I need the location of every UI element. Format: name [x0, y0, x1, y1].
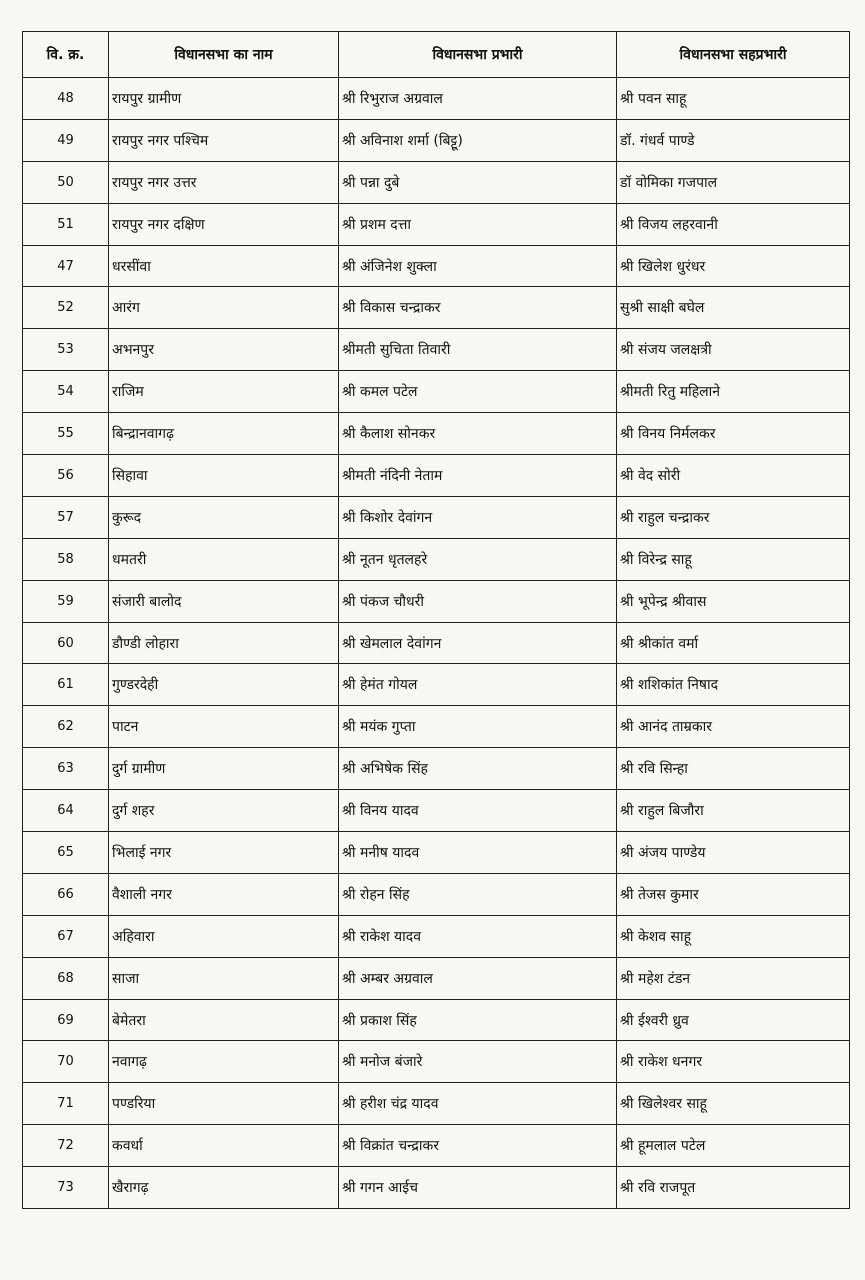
constituency-incharge-table: [22, 31, 850, 1209]
incharge-cell: श्री रोहन सिंह: [339, 873, 617, 915]
incharge-cell: श्री मनोज बंजारे: [339, 1041, 617, 1083]
constituency-name-cell: रायपुर नगर दक्षिण: [109, 203, 339, 245]
co-incharge-cell: श्री वेद सोरी: [617, 455, 850, 497]
serial-number-cell: 58: [23, 538, 109, 580]
serial-number-cell: 68: [23, 957, 109, 999]
constituency-name-cell: बिन्द्रानवागढ़: [109, 413, 339, 455]
incharge-cell: श्री अभिषेक सिंह: [339, 748, 617, 790]
constituency-name-cell: दुर्ग शहर: [109, 790, 339, 832]
header-constituency-co-incharge: विधानसभा सहप्रभारी: [617, 32, 850, 78]
serial-number-cell: 65: [23, 832, 109, 874]
table-row: [23, 203, 850, 245]
incharge-cell: श्री नूतन धृतलहरे: [339, 538, 617, 580]
co-incharge-cell: श्री पवन साहू: [617, 78, 850, 120]
header-serial-number: वि. क्र.: [23, 32, 109, 78]
constituency-name-cell: नवागढ़: [109, 1041, 339, 1083]
incharge-cell: श्री प्रशम दत्ता: [339, 203, 617, 245]
incharge-cell: श्री प्रकाश सिंह: [339, 999, 617, 1041]
serial-number-cell: 53: [23, 329, 109, 371]
table-body: [23, 78, 850, 1209]
co-incharge-cell: श्री श्रीकांत वर्मा: [617, 622, 850, 664]
incharge-cell: श्री कैलाश सोनकर: [339, 413, 617, 455]
co-incharge-cell: श्री संजय जलक्षत्री: [617, 329, 850, 371]
incharge-cell: श्री विनय यादव: [339, 790, 617, 832]
serial-number-cell: 66: [23, 873, 109, 915]
incharge-cell: श्री राकेश यादव: [339, 915, 617, 957]
serial-number-cell: 51: [23, 203, 109, 245]
co-incharge-cell: श्री केशव साहू: [617, 915, 850, 957]
incharge-cell: श्री हरीश चंद्र यादव: [339, 1083, 617, 1125]
table-row: [23, 957, 850, 999]
co-incharge-cell: श्री विनय निर्मलकर: [617, 413, 850, 455]
co-incharge-cell: श्री शशिकांत निषाद: [617, 664, 850, 706]
co-incharge-cell: श्री अंजय पाण्डेय: [617, 832, 850, 874]
incharge-cell: श्री अविनाश शर्मा (बिट्टू): [339, 119, 617, 161]
table-row: [23, 664, 850, 706]
constituency-name-cell: संजारी बालोद: [109, 580, 339, 622]
table-row: [23, 245, 850, 287]
constituency-name-cell: कवर्धा: [109, 1125, 339, 1167]
co-incharge-cell: श्री रवि राजपूत: [617, 1167, 850, 1209]
serial-number-cell: 48: [23, 78, 109, 120]
incharge-cell: श्री किशोर देवांगन: [339, 496, 617, 538]
incharge-cell: श्रीमती नंदिनी नेताम: [339, 455, 617, 497]
constituency-name-cell: राजिम: [109, 371, 339, 413]
table-header-row: [23, 32, 850, 78]
table-row: [23, 706, 850, 748]
constituency-name-cell: सिहावा: [109, 455, 339, 497]
incharge-cell: श्रीमती सुचिता तिवारी: [339, 329, 617, 371]
co-incharge-cell: श्री हूमलाल पटेल: [617, 1125, 850, 1167]
table-row: [23, 1083, 850, 1125]
co-incharge-cell: श्री खिलेश धुरंधर: [617, 245, 850, 287]
incharge-cell: श्री विक्रांत चन्द्राकर: [339, 1125, 617, 1167]
serial-number-cell: 55: [23, 413, 109, 455]
serial-number-cell: 56: [23, 455, 109, 497]
incharge-cell: श्री पंकज चौधरी: [339, 580, 617, 622]
incharge-cell: श्री मनीष यादव: [339, 832, 617, 874]
serial-number-cell: 49: [23, 119, 109, 161]
table-row: [23, 832, 850, 874]
constituency-name-cell: धमतरी: [109, 538, 339, 580]
serial-number-cell: 47: [23, 245, 109, 287]
constituency-name-cell: अहिवारा: [109, 915, 339, 957]
serial-number-cell: 60: [23, 622, 109, 664]
constituency-name-cell: कुरूद: [109, 496, 339, 538]
co-incharge-cell: श्री महेश टंडन: [617, 957, 850, 999]
incharge-cell: श्री कमल पटेल: [339, 371, 617, 413]
table-row: [23, 580, 850, 622]
serial-number-cell: 59: [23, 580, 109, 622]
co-incharge-cell: श्री आनंद ताम्रकार: [617, 706, 850, 748]
co-incharge-cell: श्री ईश्वरी ध्रुव: [617, 999, 850, 1041]
serial-number-cell: 61: [23, 664, 109, 706]
serial-number-cell: 70: [23, 1041, 109, 1083]
header-constituency-incharge: विधानसभा प्रभारी: [339, 32, 617, 78]
constituency-name-cell: डौण्डी लोहारा: [109, 622, 339, 664]
serial-number-cell: 57: [23, 496, 109, 538]
constituency-name-cell: दुर्ग ग्रामीण: [109, 748, 339, 790]
constituency-name-cell: पाटन: [109, 706, 339, 748]
constituency-name-cell: वैशाली नगर: [109, 873, 339, 915]
table-row: [23, 790, 850, 832]
table-row: [23, 915, 850, 957]
serial-number-cell: 50: [23, 161, 109, 203]
incharge-cell: श्री हेमंत गोयल: [339, 664, 617, 706]
incharge-cell: श्री मयंक गुप्ता: [339, 706, 617, 748]
co-incharge-cell: श्री भूपेन्द्र श्रीवास: [617, 580, 850, 622]
table-row: [23, 1167, 850, 1209]
table-row: [23, 161, 850, 203]
table-row: [23, 287, 850, 329]
constituency-name-cell: धरसींवा: [109, 245, 339, 287]
co-incharge-cell: श्री विजय लहरवानी: [617, 203, 850, 245]
constituency-name-cell: गुण्डरदेही: [109, 664, 339, 706]
table-row: [23, 538, 850, 580]
constituency-name-cell: भिलाई नगर: [109, 832, 339, 874]
serial-number-cell: 72: [23, 1125, 109, 1167]
incharge-cell: श्री खेमलाल देवांगन: [339, 622, 617, 664]
table-row: [23, 455, 850, 497]
co-incharge-cell: श्री राकेश धनगर: [617, 1041, 850, 1083]
incharge-cell: श्री अंजिनेश शुक्ला: [339, 245, 617, 287]
co-incharge-cell: श्री तेजस कुमार: [617, 873, 850, 915]
table-row: [23, 873, 850, 915]
co-incharge-cell: श्रीमती रितु महिलाने: [617, 371, 850, 413]
table-row: [23, 371, 850, 413]
serial-number-cell: 54: [23, 371, 109, 413]
table-row: [23, 413, 850, 455]
serial-number-cell: 73: [23, 1167, 109, 1209]
co-incharge-cell: डॉ. गंधर्व पाण्डे: [617, 119, 850, 161]
table-row: [23, 119, 850, 161]
serial-number-cell: 67: [23, 915, 109, 957]
co-incharge-cell: डॉ वोमिका गजपाल: [617, 161, 850, 203]
constituency-name-cell: अभनपुर: [109, 329, 339, 371]
serial-number-cell: 63: [23, 748, 109, 790]
co-incharge-cell: श्री राहुल चन्द्राकर: [617, 496, 850, 538]
serial-number-cell: 52: [23, 287, 109, 329]
incharge-cell: श्री विकास चन्द्राकर: [339, 287, 617, 329]
table-row: [23, 748, 850, 790]
incharge-cell: श्री पन्ना दुबे: [339, 161, 617, 203]
co-incharge-cell: श्री राहुल बिजौरा: [617, 790, 850, 832]
constituency-name-cell: बेमेतरा: [109, 999, 339, 1041]
co-incharge-cell: श्री रवि सिन्हा: [617, 748, 850, 790]
co-incharge-cell: श्री विरेन्द्र साहू: [617, 538, 850, 580]
constituency-name-cell: रायपुर ग्रामीण: [109, 78, 339, 120]
constituency-name-cell: आरंग: [109, 287, 339, 329]
table-row: [23, 999, 850, 1041]
constituency-name-cell: रायपुर नगर पश्चिम: [109, 119, 339, 161]
incharge-cell: श्री गगन आईच: [339, 1167, 617, 1209]
header-constituency-name: विधानसभा का नाम: [109, 32, 339, 78]
serial-number-cell: 62: [23, 706, 109, 748]
co-incharge-cell: श्री खिलेश्वर साहू: [617, 1083, 850, 1125]
table-row: [23, 329, 850, 371]
serial-number-cell: 64: [23, 790, 109, 832]
constituency-name-cell: रायपुर नगर उत्तर: [109, 161, 339, 203]
incharge-cell: श्री अम्बर अग्रवाल: [339, 957, 617, 999]
incharge-cell: श्री रिभुराज अग्रवाल: [339, 78, 617, 120]
serial-number-cell: 71: [23, 1083, 109, 1125]
table-row: [23, 78, 850, 120]
document-page: [22, 31, 850, 1209]
constituency-name-cell: खैरागढ़: [109, 1167, 339, 1209]
constituency-name-cell: साजा: [109, 957, 339, 999]
table-row: [23, 1125, 850, 1167]
co-incharge-cell: सुश्री साक्षी बघेल: [617, 287, 850, 329]
table-row: [23, 622, 850, 664]
serial-number-cell: 69: [23, 999, 109, 1041]
table-row: [23, 496, 850, 538]
constituency-name-cell: पण्डरिया: [109, 1083, 339, 1125]
table-row: [23, 1041, 850, 1083]
